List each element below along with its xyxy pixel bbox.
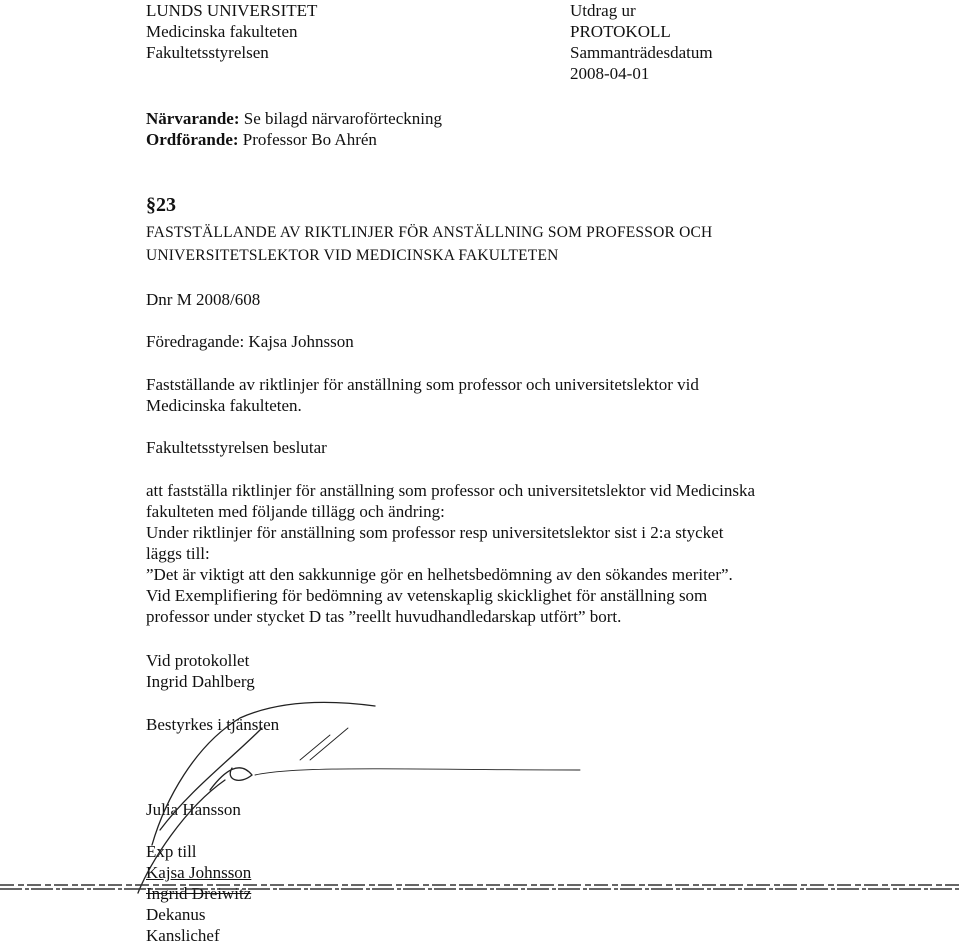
summary-line-2: Medicinska fakulteten. xyxy=(146,396,302,415)
scan-artifact-lines xyxy=(0,885,960,889)
chair-value: Professor Bo Ahrén xyxy=(238,130,377,149)
recipient: Kajsa Johnsson xyxy=(146,863,252,882)
signature-stroke xyxy=(138,780,225,893)
meeting-date: 2008-04-01 xyxy=(570,64,650,83)
decision-line: att fastställa riktlinjer för anställning som professor och universitetslektor vid Medicinska xyxy=(146,481,756,500)
copy-label: Exp till xyxy=(146,842,197,861)
presenter-line: Föredragande: Kajsa Johnsson xyxy=(146,332,354,351)
section-number: §23 xyxy=(146,194,176,216)
decision-line: ”Det är viktigt att den sakkunnige gör en helhetsbedömning av den sökandes meriter”. xyxy=(146,565,733,584)
decision-line: Vid Exemplifiering för bedömning av vetenskaplig skicklighet för anställning som xyxy=(146,586,708,605)
recorded-by-name: Ingrid Dahlberg xyxy=(146,672,255,691)
recipient: Ingrid Dreiwitz xyxy=(146,884,252,903)
meeting-date-label: Sammanträdesdatum xyxy=(570,43,713,62)
decision-intro: Fakultetsstyrelsen beslutar xyxy=(146,438,327,457)
signature-stroke xyxy=(255,769,580,775)
decision-line: läggs till: xyxy=(146,544,210,563)
certified-label: Bestyrkes i tjänsten xyxy=(146,715,280,734)
summary-line-1: Fastställande av riktlinjer för anställning som professor och universitetslektor vid xyxy=(146,375,699,394)
decision-line: professor under stycket D tas ”reellt huvudhandledarskap utfört” bort. xyxy=(146,607,622,626)
decision-line: Under riktlinjer för anställning som professor resp universitetslektor sist i 2:a stycket xyxy=(146,523,724,542)
case-number: Dnr M 2008/608 xyxy=(146,290,261,309)
recorded-by-label: Vid protokollet xyxy=(146,651,250,670)
university-name: LUNDS UNIVERSITET xyxy=(146,1,318,20)
faculty-name: Medicinska fakulteten xyxy=(146,22,298,41)
section-title-line-2: UNIVERSITETSLEKTOR VID MEDICINSKA FAKULTETEN xyxy=(146,247,559,264)
section-title-line-1: FASTSTÄLLANDE AV RIKTLINJER FÖR ANSTÄLLNING SOM PROFESSOR OCH xyxy=(146,224,713,241)
decision-line: fakulteten med följande tillägg och ändring: xyxy=(146,502,445,521)
document-type: Utdrag ur xyxy=(570,1,636,20)
board-name: Fakultetsstyrelsen xyxy=(146,43,269,62)
protocol-label: PROTOKOLL xyxy=(570,22,671,41)
certifier-name: Julia Hansson xyxy=(146,800,241,819)
present-value: Se bilagd närvaroförteckning xyxy=(239,109,442,128)
recipient: Dekanus xyxy=(146,905,206,924)
present-label: Närvarande: xyxy=(146,109,240,128)
recipient: Kanslichef xyxy=(146,926,220,945)
signature-stroke xyxy=(300,728,348,760)
chair-label: Ordförande: xyxy=(146,130,239,149)
